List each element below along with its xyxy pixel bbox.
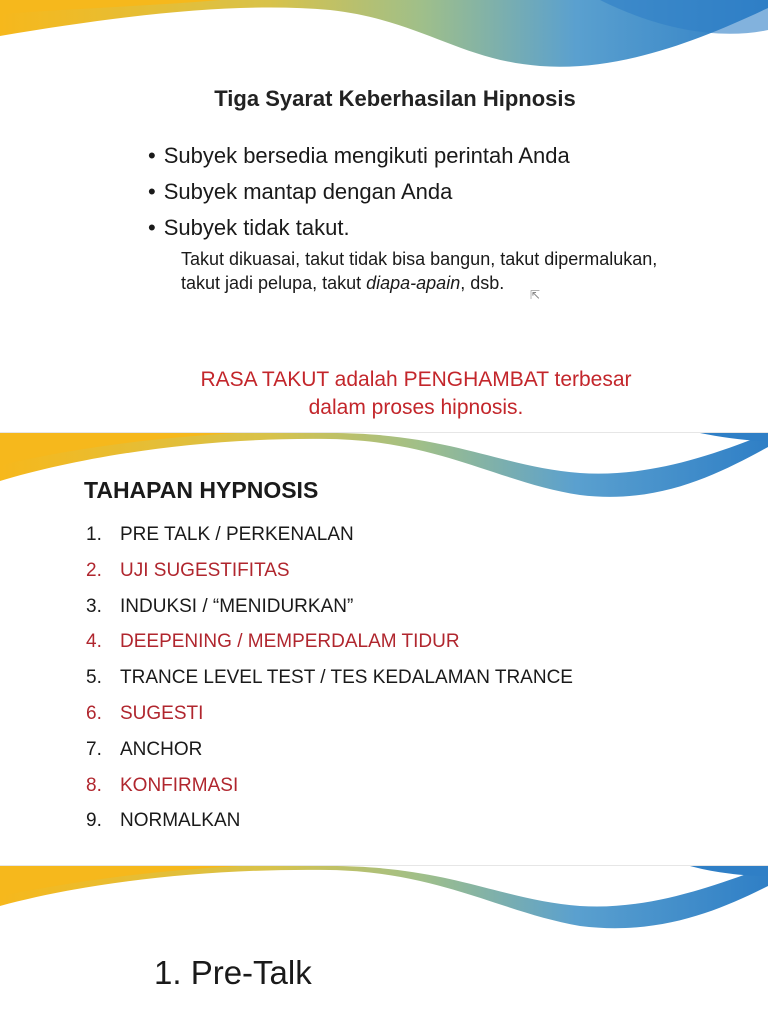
warning-text: RASA TAKUT adalah PENGHAMBAT terbesar dalam proses hipnosis. (200, 368, 632, 419)
list-item: 2. UJI SUGESTIFITAS (86, 559, 290, 581)
list-item: 9. NORMALKAN (86, 810, 241, 832)
mouse-cursor-icon: ⇱ (530, 288, 541, 302)
slide-title: Tiga Syarat Keberhasilan Hipnosis (214, 86, 576, 111)
slide-title: TAHAPAN HYPNOSIS (84, 477, 319, 503)
slide-title: 1. Pre-Talk (154, 954, 312, 991)
requirements-list (148, 138, 570, 246)
list-item: 8. KONFIRMASI (86, 774, 239, 796)
list-item: • Subyek mantap dengan Anda (148, 174, 570, 210)
list-item: • Subyek tidak takut. (148, 210, 570, 246)
slide-2 (0, 432, 768, 866)
fear-examples-text: Takut dikuasai, takut tidak bisa bangun, takut dipermalukan, takut jadi pelupa, takut diapa-apain, dsb. (181, 249, 658, 293)
list-item: 4. DEEPENING / MEMPERDALAM TIDUR (86, 631, 460, 653)
list-item: 3. INDUKSI / “MENIDURKAN” (86, 595, 354, 617)
list-item: 5. TRANCE LEVEL TEST / TES KEDALAMAN TRANCE (86, 667, 573, 689)
list-item: • Subyek bersedia mengikuti perintah Anda (148, 138, 570, 174)
list-item: 1. PRE TALK / PERKENALAN (86, 524, 354, 545)
stages-list (86, 517, 573, 839)
header-wave-decoration (0, 0, 768, 80)
slide-1 (0, 0, 768, 432)
list-item: 7. ANCHOR (86, 738, 203, 760)
list-item: 6. SUGESTI (86, 702, 204, 724)
slide-3 (0, 865, 768, 1025)
header-wave-decoration (0, 866, 768, 946)
